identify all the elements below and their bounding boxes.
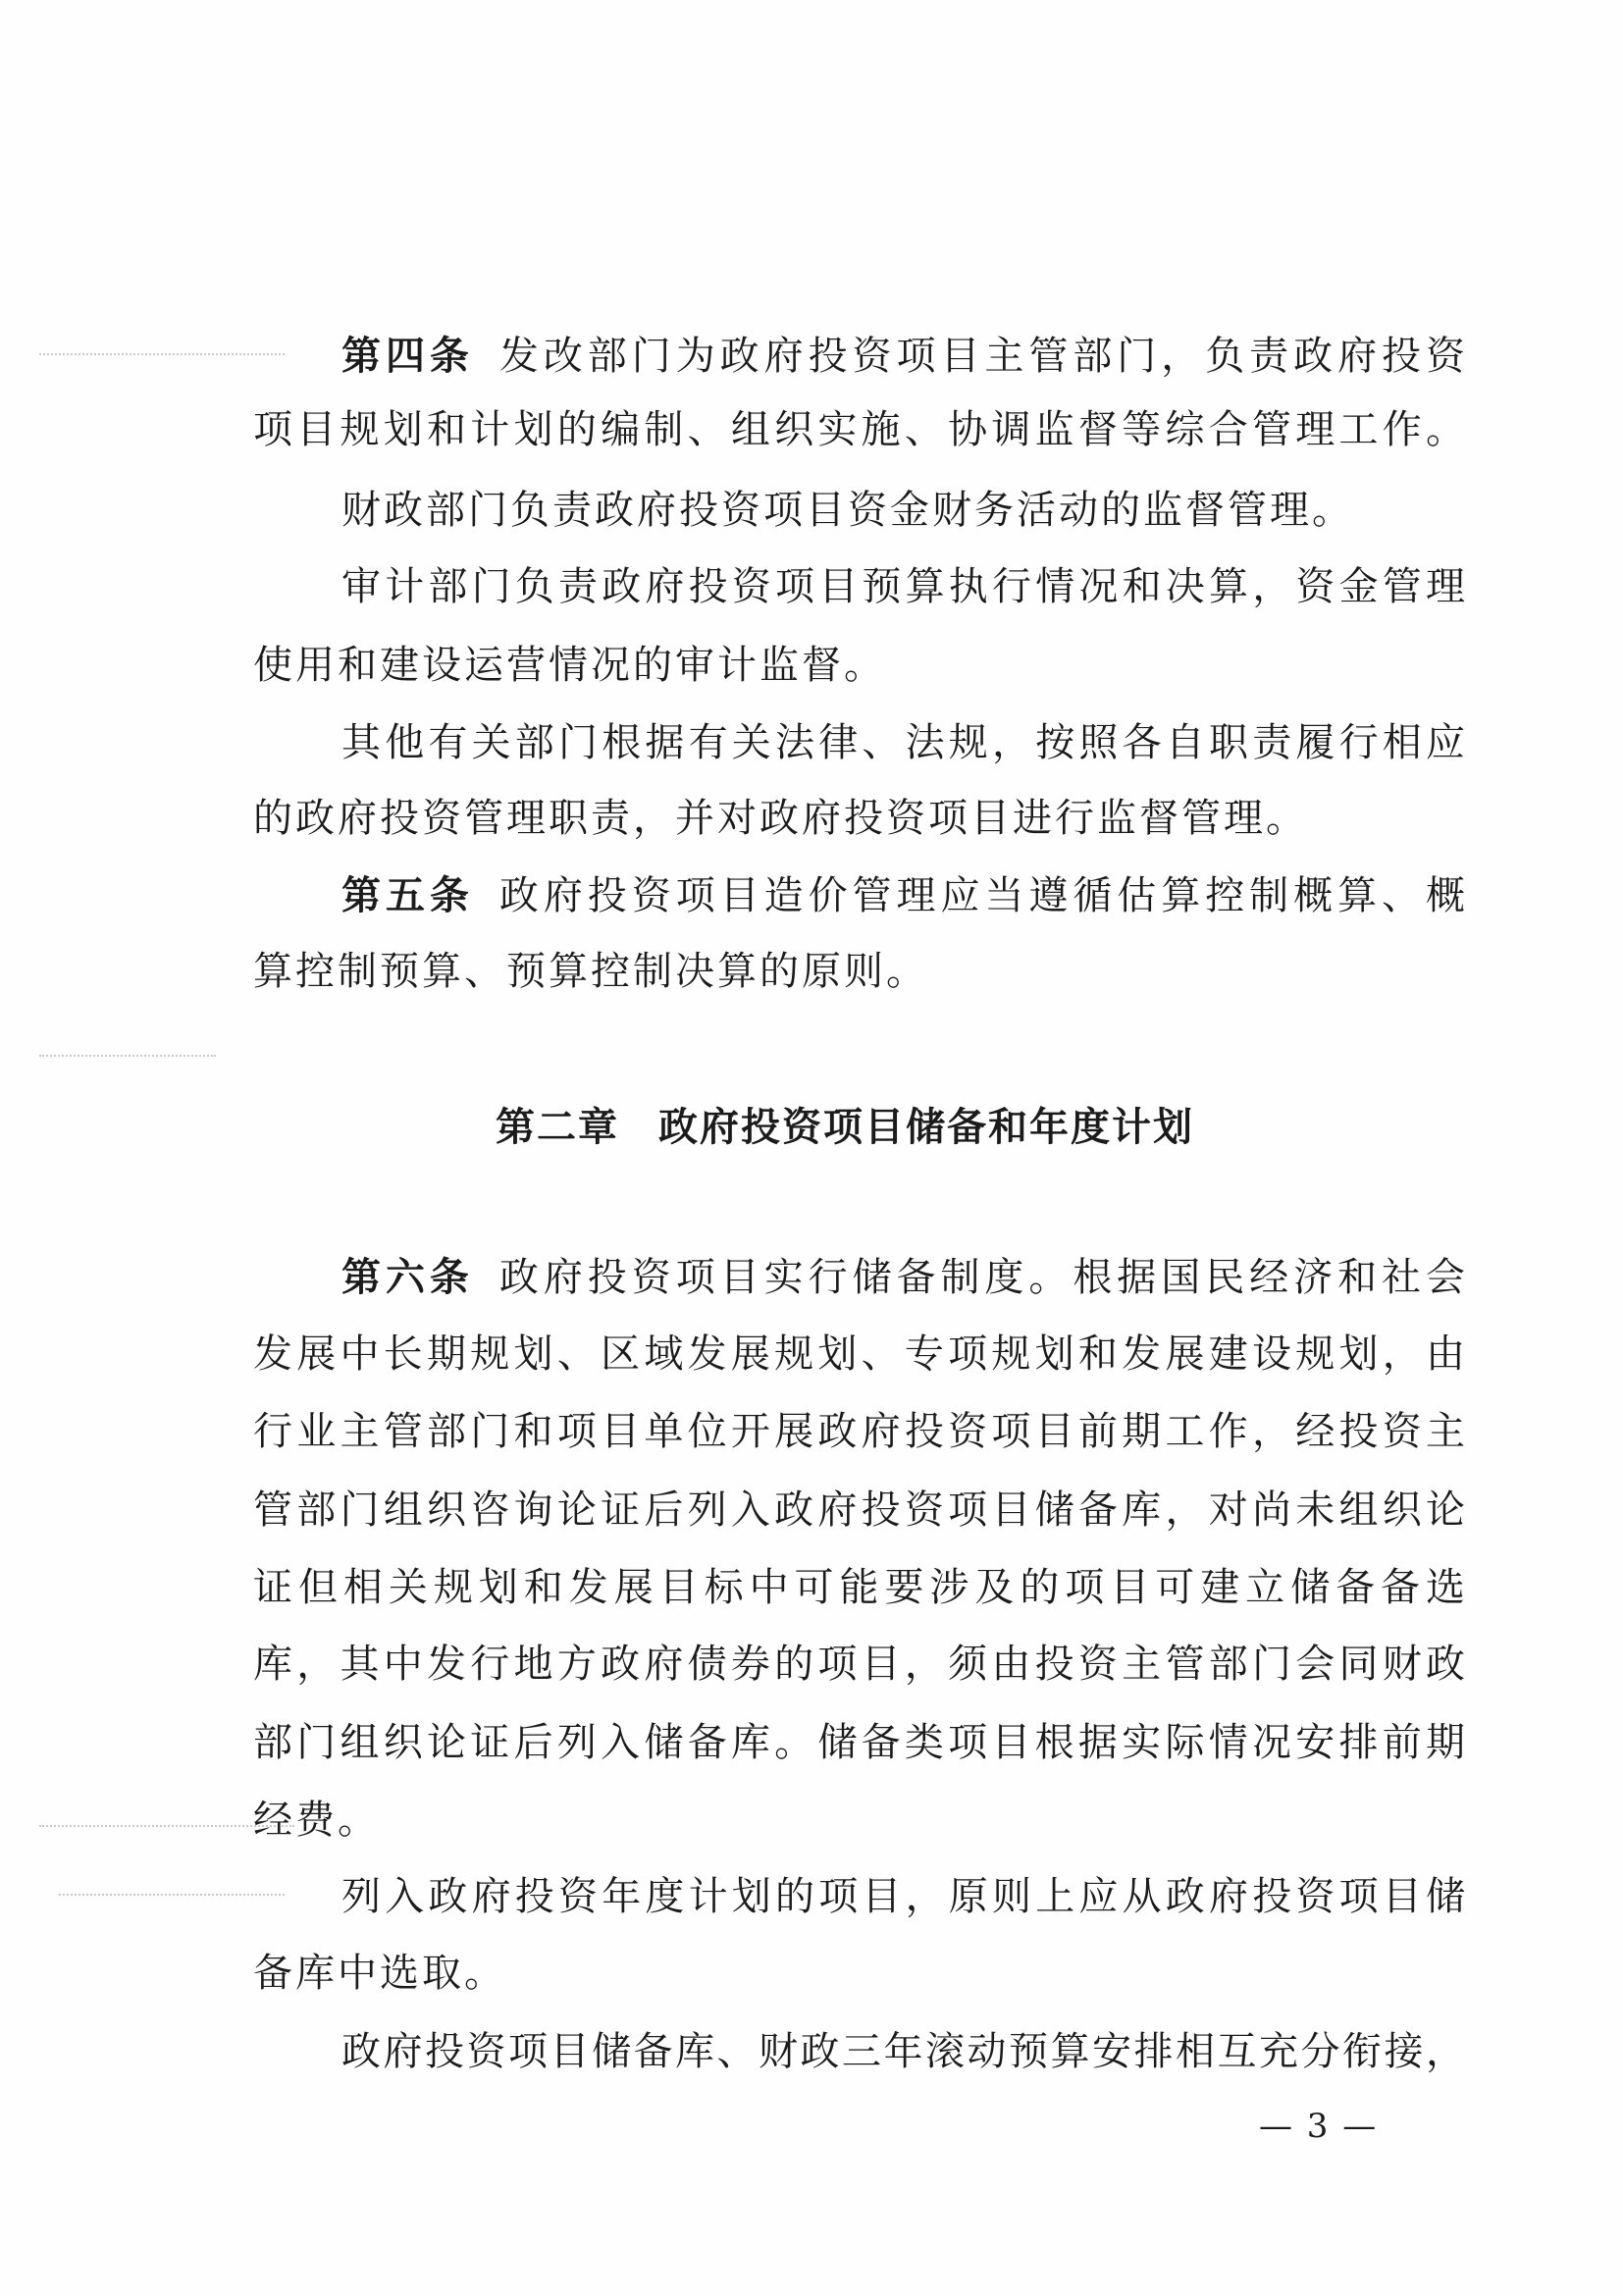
paragraph-line: 政府投资项目储备库、财政三年滚动预算安排相互充分衔接， [341,2029,1465,2074]
scan-noise [39,1055,216,1058]
scan-noise [39,353,285,356]
paragraph-line: 其他有关部门根据有关法律、法规，按照各自职责履行相应 [341,720,1465,765]
paragraph-line [341,1250,1465,1305]
line-text: 政府投资项目造价管理应当遵循估算控制概算、概 [498,873,1465,918]
paragraph-line: 的政府投资管理职责，并对政府投资项目进行监督管理。 [253,796,1308,841]
paragraph-line: 管部门组织咨询论证后列入政府投资项目储备库，对尚未组织论 [253,1487,1465,1533]
page-number: — 3 — [1259,2107,1379,2146]
paragraph-line: 项目规划和计划的编制、组织实施、协调监督等综合管理工作。 [253,407,1465,452]
paragraph-line: 部门组织论证后列入储备库。储备类项目根据实际情况安排前期 [253,1720,1465,1765]
chapter-heading [496,1100,1194,1155]
scan-noise [59,1894,285,1897]
article-label: 第五条 [341,872,474,918]
chapter-label: 第二章 [496,1104,619,1150]
paragraph-line: 审计部门负责政府投资项目预算执行情况和决算，资金管理 [341,564,1465,609]
paragraph-line [341,868,1465,923]
article-label: 第六条 [341,1254,474,1300]
paragraph-line: 库，其中发行地方政府债券的项目，须由投资主管部门会同财政 [253,1642,1465,1687]
paragraph-line: 发展中长期规划、区域发展规划、专项规划和发展建设规划，由 [253,1331,1465,1377]
paragraph-line: 行业主管部门和项目单位开展政府投资项目前期工作，经投资主 [253,1409,1465,1454]
paragraph-line: 使用和建设运营情况的审计监督。 [253,643,886,688]
line-text: 政府投资项目实行储备制度。根据国民经济和社会 [498,1255,1465,1300]
paragraph-line: 经费。 [253,1798,380,1843]
paragraph-line: 算控制预算、预算控制决算的原则。 [253,949,928,994]
paragraph-line: 备库中选取。 [253,1951,506,1996]
paragraph-line [341,329,1465,384]
line-text: 发改部门为政府投资项目主管部门，负责政府投资 [498,334,1465,379]
paragraph-line: 证但相关规划和发展目标中可能要涉及的项目可建立储备备选 [253,1565,1465,1610]
paragraph-line: 财政部门负责政府投资项目资金财务活动的监督管理。 [341,488,1354,533]
article-label: 第四条 [341,333,474,379]
paragraph-line: 列入政府投资年度计划的项目，原则上应从政府投资项目储 [341,1874,1465,1919]
chapter-title: 政府投资项目储备和年度计划 [658,1104,1194,1150]
